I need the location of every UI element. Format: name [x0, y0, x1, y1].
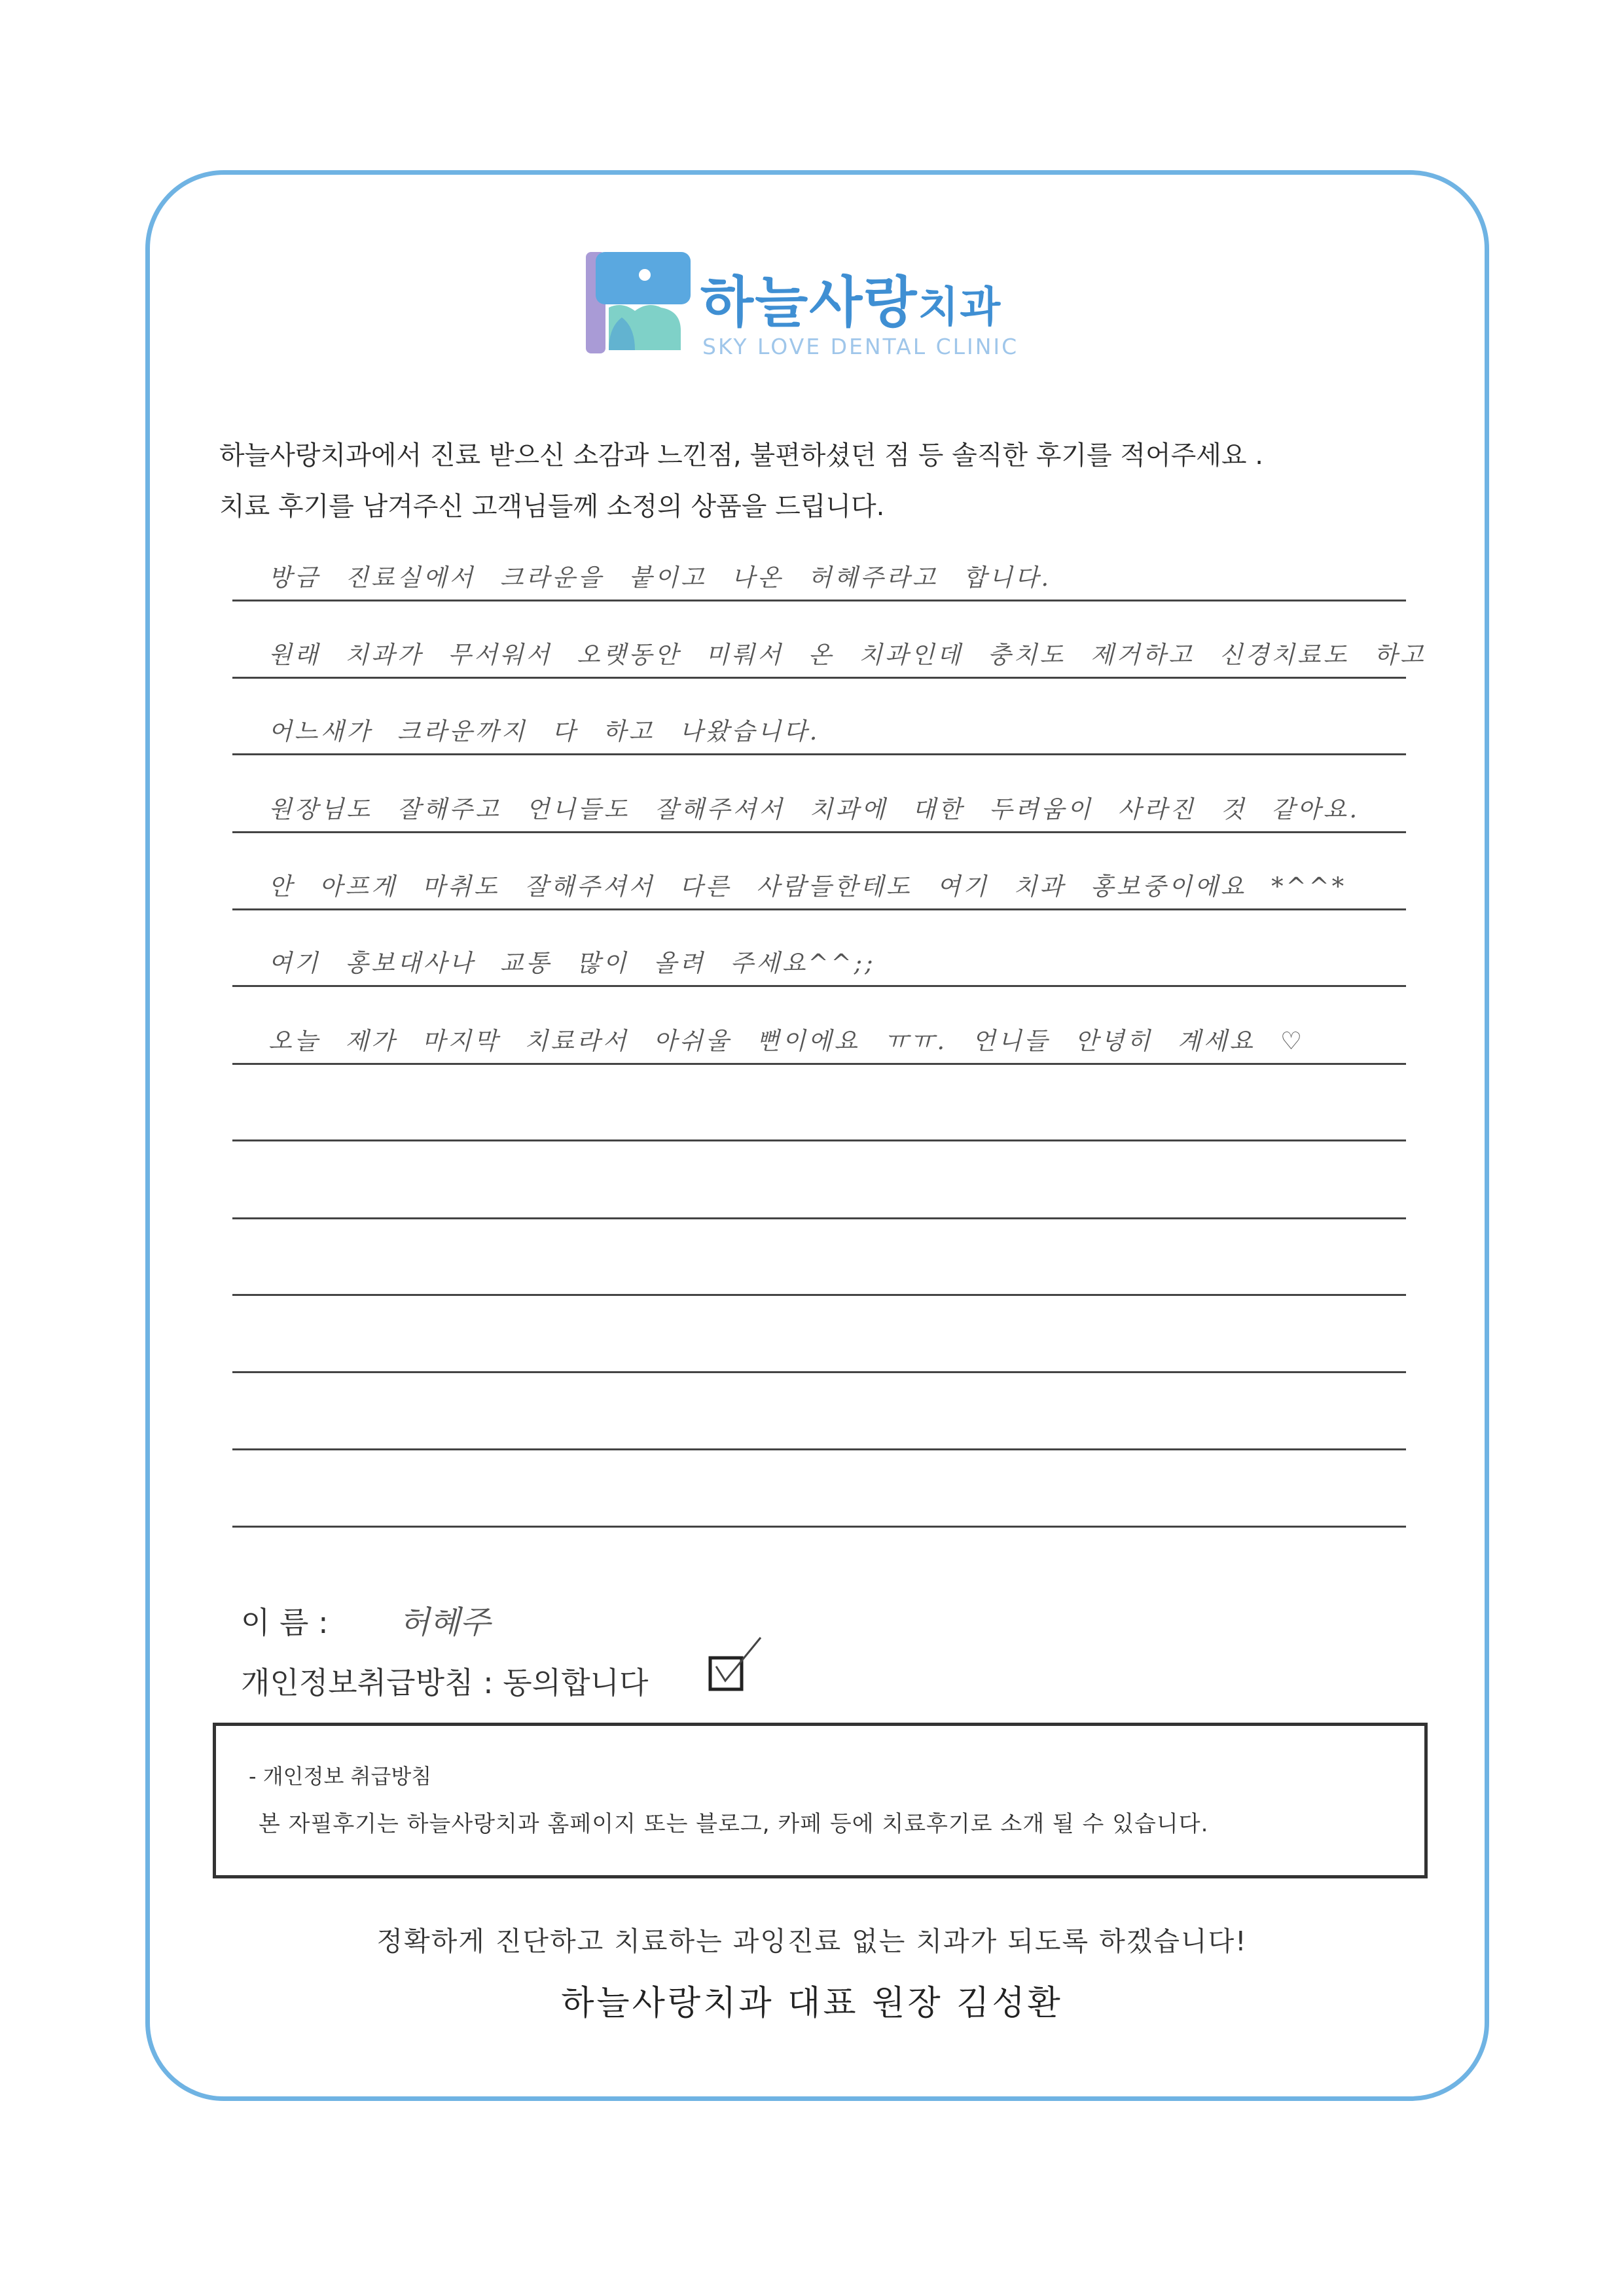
privacy-consent-label: 개인정보취급방침 : 동의합니다	[241, 1665, 649, 1700]
review-line-1: 방금 진료실에서 크라운을 붙이고 나온 허혜주라고 합니다.	[268, 564, 1052, 592]
ruled-line	[232, 1139, 1406, 1141]
clinic-logo-name	[700, 259, 1001, 338]
ruled-line	[232, 600, 1406, 601]
ruled-line	[232, 1294, 1406, 1296]
ruled-line	[232, 753, 1406, 755]
intro-line-2: 치료 후기를 남겨주신 고객님들께 소정의 상품을 드립니다.	[219, 492, 885, 522]
tooth-logo-icon	[583, 245, 694, 357]
ruled-line	[232, 1448, 1406, 1450]
name-label: 이 름 :	[241, 1605, 329, 1640]
clinic-name-en: SKY LOVE DENTAL CLINIC	[702, 334, 1019, 359]
director-signature: 하늘사랑치과 대표 원장 김성환	[561, 1984, 1063, 2023]
ruled-line	[232, 1063, 1406, 1065]
clinic-logo	[576, 245, 1060, 363]
ruled-line	[232, 1526, 1406, 1528]
review-line-5: 안 아프게 마취도 잘해주셔서 다른 사람들한테도 여기 치과 홍보중이에요 *^^*	[268, 872, 1347, 901]
review-line-2: 원래 치과가 무서워서 오랫동안 미뤄서 온 치과인데 충치도 제거하고 신경치료도 하고	[268, 641, 1426, 669]
clinic-name-small: 치과	[918, 283, 1002, 332]
review-line-7: 오늘 제가 마지막 치료라서 아쉬울 뻔이에요 ㅠㅠ. 언니들 안녕히 계세요 ♡	[268, 1027, 1305, 1055]
privacy-notice-body: 본 자필후기는 하늘사랑치과 홈페이지 또는 블로그, 카페 등에 치료후기로 소개 될 수 있습니다.	[259, 1811, 1209, 1837]
privacy-notice-title: - 개인정보 취급방침	[249, 1764, 432, 1789]
ruled-line	[232, 831, 1406, 833]
clinic-name-large: 하늘사랑	[700, 270, 918, 334]
ruled-line	[232, 985, 1406, 987]
review-line-3: 어느새가 크라운까지 다 하고 나왔습니다.	[268, 717, 820, 745]
ruled-line	[232, 677, 1406, 679]
review-line-6: 여기 홍보대사나 교통 많이 올려 주세요^^;;	[268, 949, 876, 977]
name-value: 허혜주	[399, 1604, 491, 1641]
intro-line-1: 하늘사랑치과에서 진료 받으신 소감과 느낀점, 불편하셨던 점 등 솔직한 후기를 적어주세요 .	[219, 440, 1263, 471]
privacy-consent-checkbox[interactable]	[707, 1635, 766, 1700]
privacy-notice-box	[213, 1723, 1428, 1878]
review-line-4: 원장님도 잘해주고 언니들도 잘해주셔서 치과에 대한 두려움이 사라진 것 같아요.	[268, 795, 1360, 823]
ruled-line	[232, 1217, 1406, 1219]
ruled-line	[232, 908, 1406, 910]
clinic-slogan: 정확하게 진단하고 치료하는 과잉진료 없는 치과가 되도록 하겠습니다!	[376, 1926, 1248, 1957]
ruled-line	[232, 1371, 1406, 1373]
